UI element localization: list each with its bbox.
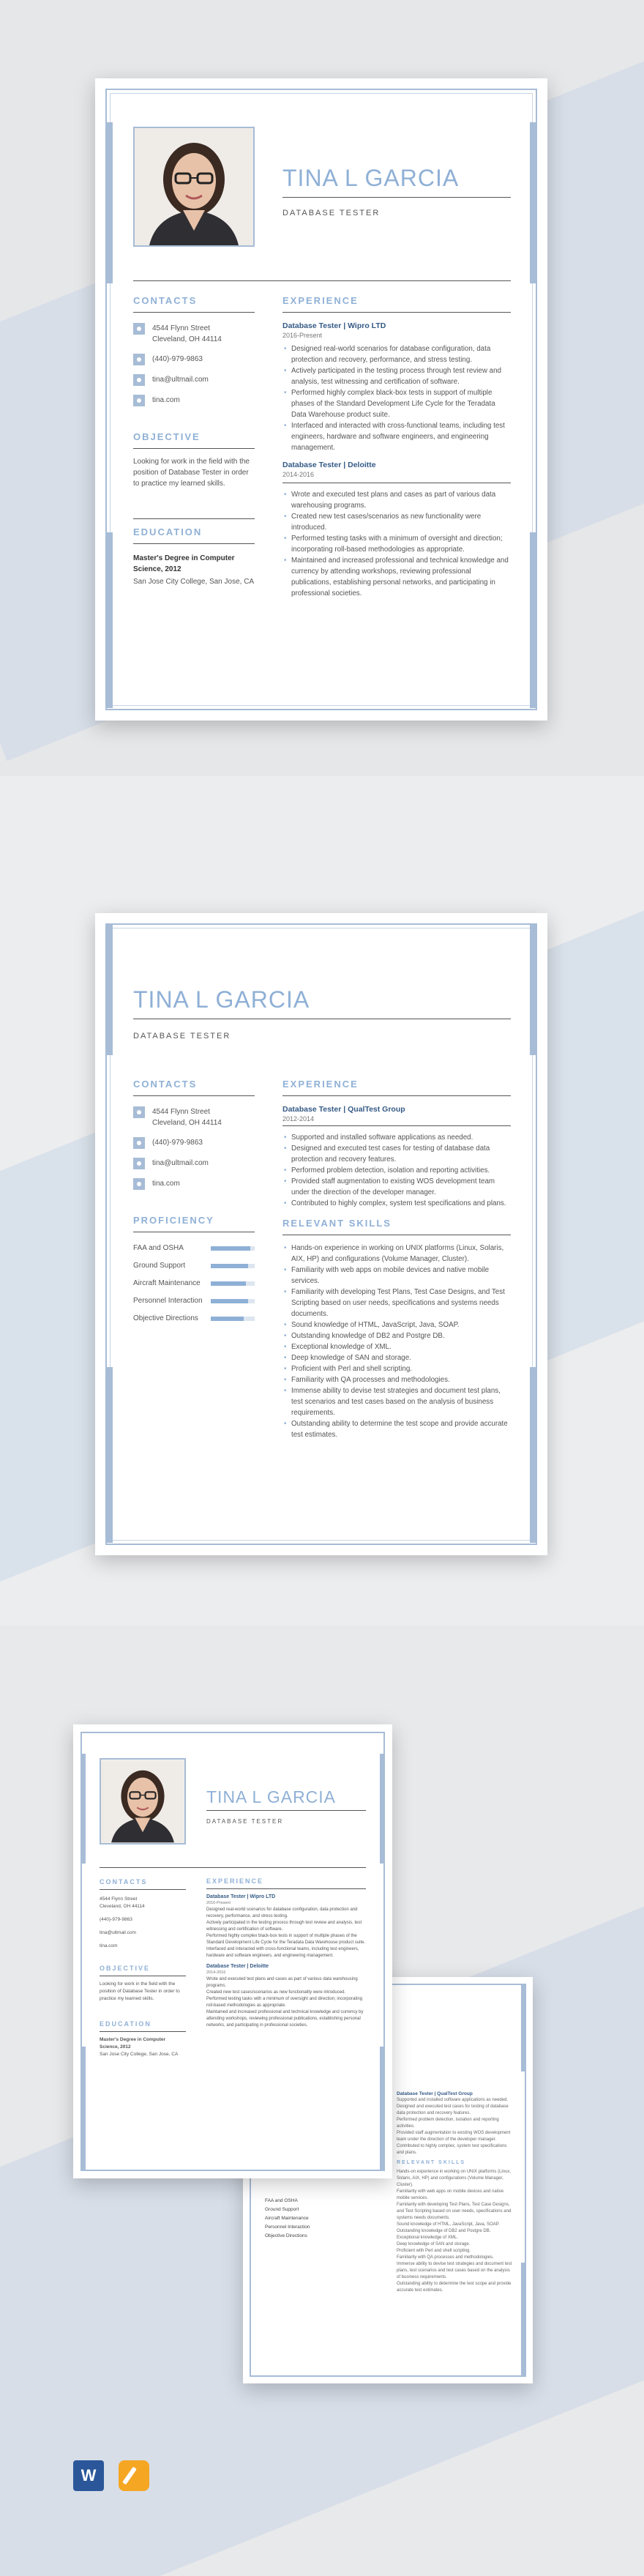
job1-date: 2016-Present (282, 332, 323, 339)
job2-title: Database Tester | Deloitte (282, 461, 376, 469)
list-item: • Performed highly complex black-box tests in support of multiple phases of the Standard Development Life Cycle for the Teradata Data Warehouse product suite. (282, 387, 511, 420)
preview-proficiency: FAA and OSHA Ground Support Aircraft Maintenance Personnel Interaction Objective Directions (265, 2198, 310, 2238)
phone-icon (133, 1137, 145, 1149)
job3-bullets (282, 1132, 511, 1209)
pages-icon[interactable] (119, 2460, 149, 2491)
contact-phone: (440)-979-9863 (133, 354, 255, 365)
resume-role: DATABASE TESTER (133, 1032, 231, 1041)
preview-page-1 (73, 1724, 392, 2178)
location-icon (133, 323, 145, 335)
app-icons (73, 2460, 149, 2491)
contact-email: tina@ultmail.com (133, 1158, 255, 1169)
list-item: • Outstanding ability to determine the test scope and provide accurate test estimates. (282, 1418, 511, 1440)
job1-title: Database Tester | Wipro LTD (282, 321, 386, 330)
left-accent-bar (105, 923, 113, 1055)
proficiency-bar (211, 1317, 255, 1321)
right-accent-bar-bottom (530, 532, 537, 708)
list-item: • Provided staff augmentation to existing WOS development team under the direction of the developer manager. (282, 1176, 511, 1198)
location-icon (133, 1106, 145, 1118)
proficiency-title: PROFICIENCY (133, 1215, 214, 1226)
list-item: • Interfaced and interacted with cross-functional teams, including test engineers, hardware and software engineers, and engineering management. (282, 420, 511, 453)
right-accent-bar (380, 1754, 385, 1864)
left-accent-bar (105, 122, 113, 283)
list-item: • Designed real-world scenarios for database configuration, data protection and recovery, performance, and stress testing. (282, 343, 511, 365)
section-divider (133, 280, 511, 281)
contact-address: 4544 Flynn Street Cleveland, OH 44114 (133, 1106, 255, 1128)
job3-title: Database Tester | QualTest Group (282, 1105, 405, 1114)
right-accent-bar (530, 122, 537, 283)
resume-role: DATABASE TESTER (282, 209, 381, 217)
list-item: • Contributed to highly complex, system test specifications and plans. (282, 1198, 511, 1209)
proficiency-list (133, 1243, 255, 1324)
left-column (133, 1079, 255, 1330)
right-accent-bar-bottom (530, 1367, 537, 1543)
objective-text: Looking for work in the field with the position of Database Tester in order to practice my learned skills. (133, 458, 250, 488)
proficiency-item: Aircraft Maintenance (133, 1278, 255, 1289)
education-degree: Master's Degree in Computer Science, 2012 (133, 554, 235, 573)
list-item: • Maintained and increased professional and technical knowledge and currency by attending workshops, reviewing professional publications, establishing personal networks, and participating in professional societies. (282, 555, 511, 599)
list-item: • Wrote and executed test plans and cases as part of various data warehousing programs. (282, 489, 511, 511)
resume-page-1 (95, 78, 547, 721)
list-item: • Outstanding knowledge of DB2 and Postgre DB. (282, 1330, 511, 1341)
email-icon (133, 374, 145, 386)
list-item: • Deep knowledge of SAN and storage. (282, 1352, 511, 1363)
list-item: • Proficient with Perl and shell scripting. (282, 1363, 511, 1374)
proficiency-item: Personnel Interaction (133, 1295, 255, 1306)
job2-date: 2014-2016 (282, 471, 315, 478)
skills-title: RELEVANT SKILLS (282, 1218, 392, 1229)
list-item: • Supported and installed software applications as needed. (282, 1132, 511, 1143)
proficiency-bar (211, 1264, 255, 1268)
contacts-title: CONTACTS (133, 295, 198, 306)
job2-bullets (282, 489, 511, 599)
right-column (282, 295, 511, 599)
contact-website: tina.com (133, 1178, 255, 1190)
contact-email: tina@ultmail.com (133, 374, 255, 386)
word-icon[interactable]: W (73, 2460, 104, 2491)
experience-title: EXPERIENCE (282, 1079, 359, 1090)
contact-website: tina.com (133, 395, 255, 406)
list-item: • Sound knowledge of HTML, JavaScript, Java, SOAP. (282, 1319, 511, 1330)
phone-icon (133, 354, 145, 365)
contact-phone: (440)-979-9863 (133, 1137, 255, 1149)
contact-address: 4544 Flynn Street Cleveland, OH 44114 (133, 323, 255, 345)
proficiency-item: FAA and OSHA (133, 1243, 255, 1254)
proficiency-bar (211, 1281, 255, 1286)
resume-page-2 (95, 913, 547, 1555)
list-item: • Exceptional knowledge of XML. (282, 1341, 511, 1352)
proficiency-bar (211, 1246, 255, 1251)
skills-list (282, 1243, 511, 1440)
resume-name: TINA L GARCIA (282, 165, 460, 191)
list-item: • Immense ability to devise test strategies and document test plans, test scenarios and test cases based on the analysis of business requirements. (282, 1385, 511, 1418)
list-item: • Familiarity with developing Test Plans, Test Case Designs, and Test Scripting based on user needs, specifications and systems needs documents. (282, 1287, 511, 1319)
job1-bullets (282, 343, 511, 453)
left-accent-bar-bottom (105, 1367, 113, 1543)
list-item: • Familiarity with web apps on mobile devices and native mobile services. (282, 1265, 511, 1287)
profile-photo (133, 127, 255, 247)
education-title: EDUCATION (133, 526, 203, 537)
list-item: • Created new test cases/scenarios as new functionality were introduced. (282, 511, 511, 533)
right-column (282, 1079, 511, 1440)
profile-photo (100, 1758, 186, 1844)
contacts-title: CONTACTS (133, 1079, 198, 1090)
resume-name: TINA L GARCIA (206, 1787, 337, 1806)
list-item: • Designed and executed test cases for testing of database data protection and recovery features. (282, 1143, 511, 1165)
right-accent-bar-bottom (380, 2047, 385, 2171)
left-accent-bar-bottom (105, 532, 113, 708)
preview-right-column: EXPERIENCE Database Tester | Wipro LTD 2016-Present Designed real-world scenarios for database configuration, data protection and recovery, performance, and stress testing. Actively participated in the testing process through test review and analysis, test witnessing and certification of software. Performed highly complex black-box tests in support of multiple phases of the Standard Development Life Cycle for the Teradata Data Warehouse product suite. Interfaced and interacted with cross-functional teams, including test engineers, hardware and software engineers, and engineering management. Database Tester | Deloitte 2014-2016 Wrote and executed test plans and cases as part of various data warehousing programs. Created new test cases/scenarios as new functionality were introduced. Performed testing tasks with a minimum of oversight and direction; incorporating roll-based methodologies as appropriate. Maintained and increased professional and technical knowledge and currency by attending workshops, reviewing professional publications, establishing personal networks, and participating in professional societies. (206, 1877, 366, 2028)
list-item: • Performed testing tasks with a minimum of oversight and direction; incorporating roll-based methodologies as appropriate. (282, 533, 511, 555)
objective-title: OBJECTIVE (133, 431, 201, 442)
preview-right-column: Database Tester | QualTest Group Supported and installed software applications as needed. Designed and executed test cases for testing of database data protection and recovery features. Performed problem detection, isolation and reporting activities. Provided staff augmentation to existing WOS development team under the direction of the developer manager. Contributed to highly complex, system test specifications and plans. RELEVANT SKILLS Hands-on experience in working on UNIX platforms (Linux, Solaris, AIX, HP) and configurations (Volume Manager, Cluster). Familiarity with web apps on mobile devices and native mobile services. Familiarity with developing Test Plans, Test Case Designs, and Test Scripting based on user needs, specifications and systems needs documents. Sound knowledge of HTML, JavaScript, Java, SOAP. Outstanding knowledge of DB2 and Postgre DB. Exceptional knowledge of XML. Deep knowledge of SAN and storage. Proficient with Perl and shell scripting. Familiarity with QA processes and methodologies. Immense ability to devise test strategies and document test plans, test scenarios and test cases based on the analysis of business requirements. Outstanding ability to determine the test scope and provide accurate test estimates. (397, 2091, 512, 2293)
list-item: • Familiarity with QA processes and methodologies. (282, 1374, 511, 1385)
job3-date: 2012-2014 (282, 1115, 315, 1123)
left-column (133, 295, 255, 587)
name-underline (282, 197, 511, 198)
proficiency-bar (211, 1299, 255, 1303)
resume-name: TINA L GARCIA (133, 986, 310, 1013)
web-icon (133, 395, 145, 406)
list-item: • Actively participated in the testing process through test review and analysis, test witnessing and certification of software. (282, 365, 511, 387)
list-item: • Performed problem detection, isolation and reporting activities. (282, 1165, 511, 1176)
education-school: San Jose City College, San Jose, CA (133, 578, 255, 586)
right-accent-bar (530, 923, 537, 1055)
proficiency-item: Ground Support (133, 1260, 255, 1271)
web-icon (133, 1178, 145, 1190)
experience-title: EXPERIENCE (282, 295, 359, 306)
left-accent-bar-bottom (80, 2047, 86, 2171)
preview-left-column: CONTACTS 4544 Flynn Street Cleveland, OH 44114 (440)-979-9863 tina@ultmail.com tina.com OBJECTIVE Looking for work in the field with the position of Database Tester in order to practice my learned skills. EDUCATION Master's Degree in Computer Science, 2012 San Jose City College, San Jose, CA (100, 1878, 186, 2058)
name-underline (206, 1810, 366, 1811)
email-icon (133, 1158, 145, 1169)
section-divider (100, 1867, 366, 1868)
list-item: • Hands-on experience in working on UNIX platforms (Linux, Solaris, AIX, HP) and configurations (Volume Manager, Cluster). (282, 1243, 511, 1265)
proficiency-item: Objective Directions (133, 1313, 255, 1324)
resume-role: DATABASE TESTER (206, 1818, 284, 1825)
left-accent-bar (80, 1754, 86, 1864)
right-accent-bar (521, 1984, 526, 2071)
right-accent-bar-bottom (521, 2263, 526, 2376)
